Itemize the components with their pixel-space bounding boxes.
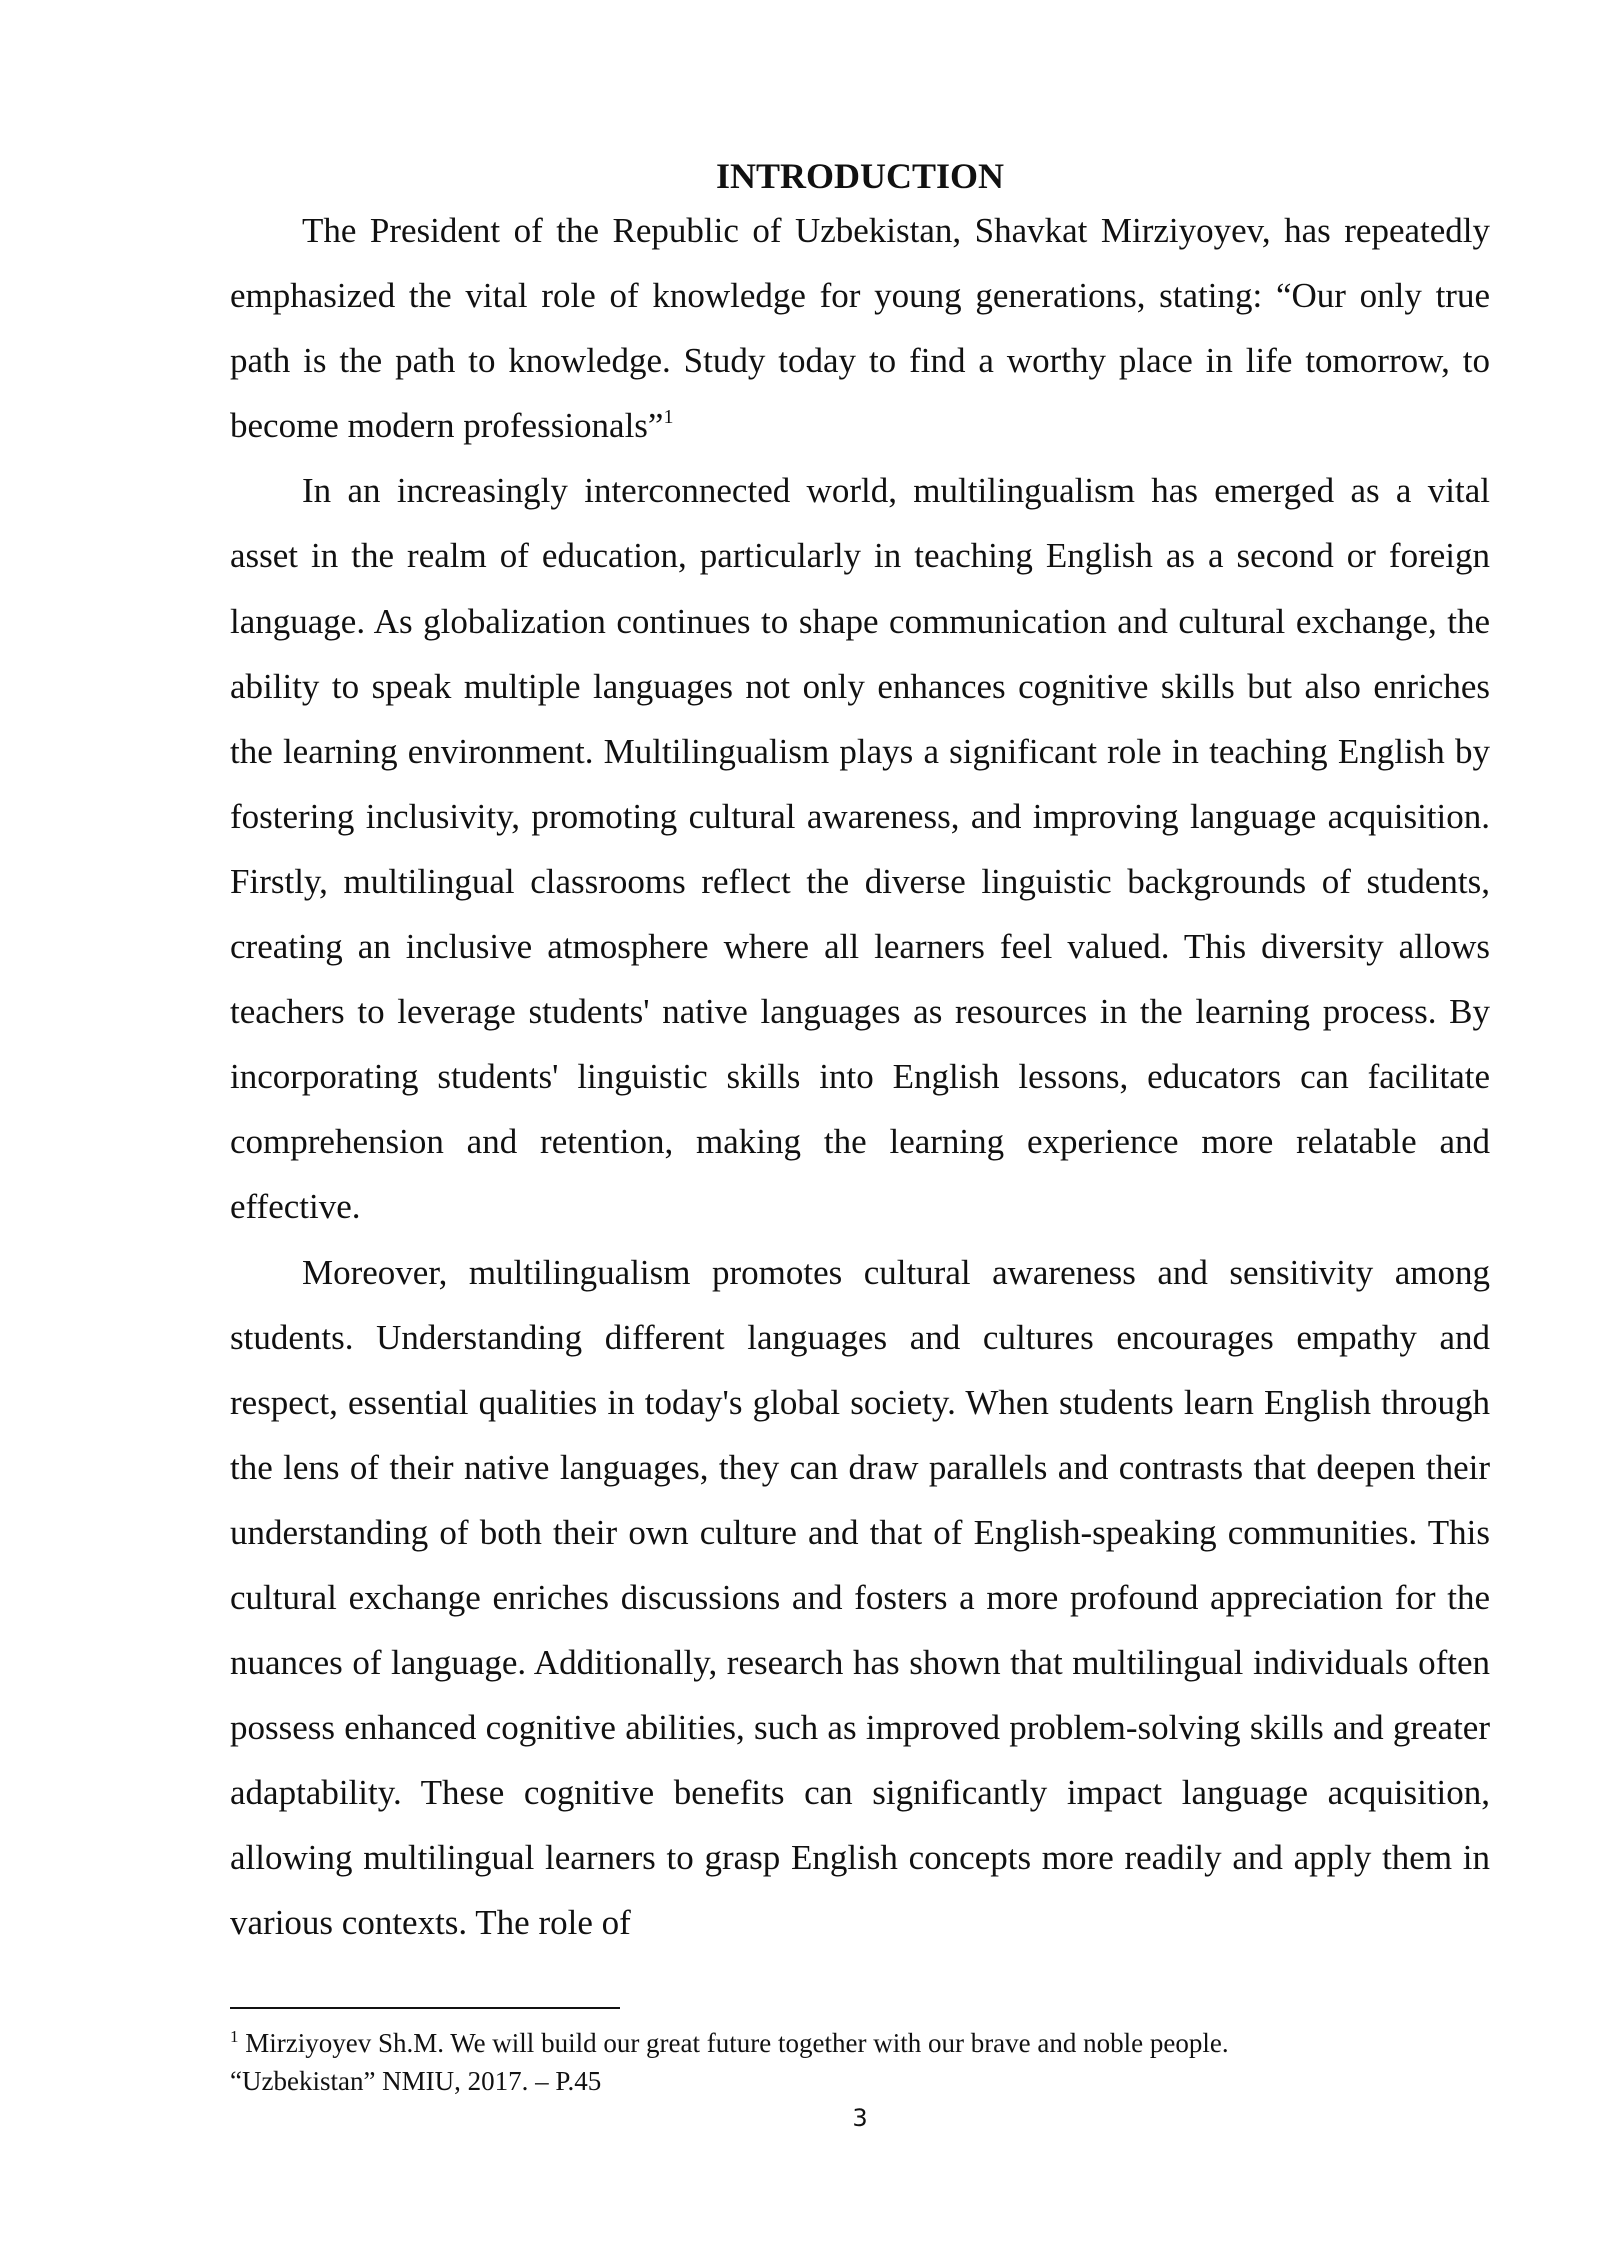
paragraph-1-text: The President of the Republic of Uzbekistan, Shavkat Mirziyoyev, has repeatedly emphasized the vital role of knowledge for young generations, stating: “Our only true path is the path to knowledge. Study today to find a worthy place in life tomorrow, to become modern professionals” (230, 211, 1490, 446)
footnote (230, 2024, 1490, 2100)
footnote-line-2: “Uzbekistan” NMIU, 2017. – P.45 (230, 2066, 602, 2096)
footnote-separator (230, 2007, 620, 2009)
footnote-marker: 1 (230, 2027, 239, 2046)
body-text (230, 198, 1490, 1956)
footnote-reference: 1 (663, 406, 674, 429)
footnote-line-1 (230, 2024, 1490, 2062)
paragraph-3: Moreover, multilingualism promotes cultural awareness and sensitivity among students. Understanding different languages and cultures encourages empathy and respect, essential qualities in today's global society. When students learn English through the lens of their native languages, they can draw parallels and contrasts that deepen their understanding of both their own culture and that of English-speaking communities. This cultural exchange enriches discussions and fosters a more profound appreciation for the nuances of language. Additionally, research has shown that multilingual individuals often possess enhanced cognitive abilities, such as improved problem-solving skills and greater adaptability. These cognitive benefits can significantly impact language acquisition, allowing multilingual learners to grasp English concepts more readily and apply them in various contexts. The role of (230, 1252, 1490, 1943)
paragraph-2: In an increasingly interconnected world, multilingualism has emerged as a vital asset in the realm of education, particularly in teaching English as a second or foreign language. As globalization continues to shape communication and cultural exchange, the ability to speak multiple languages not only enhances cognitive skills but also enriches the learning environment. Multilingualism plays a significant role in teaching English by fostering inclusivity, promoting cultural awareness, and improving language acquisition. Firstly, multilingual classrooms reflect the diverse linguistic backgrounds of students, creating an inclusive atmosphere where all learners feel valued. This diversity allows teachers to leverage students' native languages as resources in the learning process. By incorporating students' linguistic skills into English lessons, educators can facilitate comprehension and retention, making the learning experience more relatable and effective. (230, 471, 1490, 1227)
paragraph-1 (230, 198, 1490, 458)
page-number: 3 (852, 2104, 868, 2132)
page-title: INTRODUCTION (715, 156, 1005, 196)
footnote-text-1: Mirziyoyev Sh.M. We will build our great future together with our brave and noble people. (245, 2028, 1229, 2058)
